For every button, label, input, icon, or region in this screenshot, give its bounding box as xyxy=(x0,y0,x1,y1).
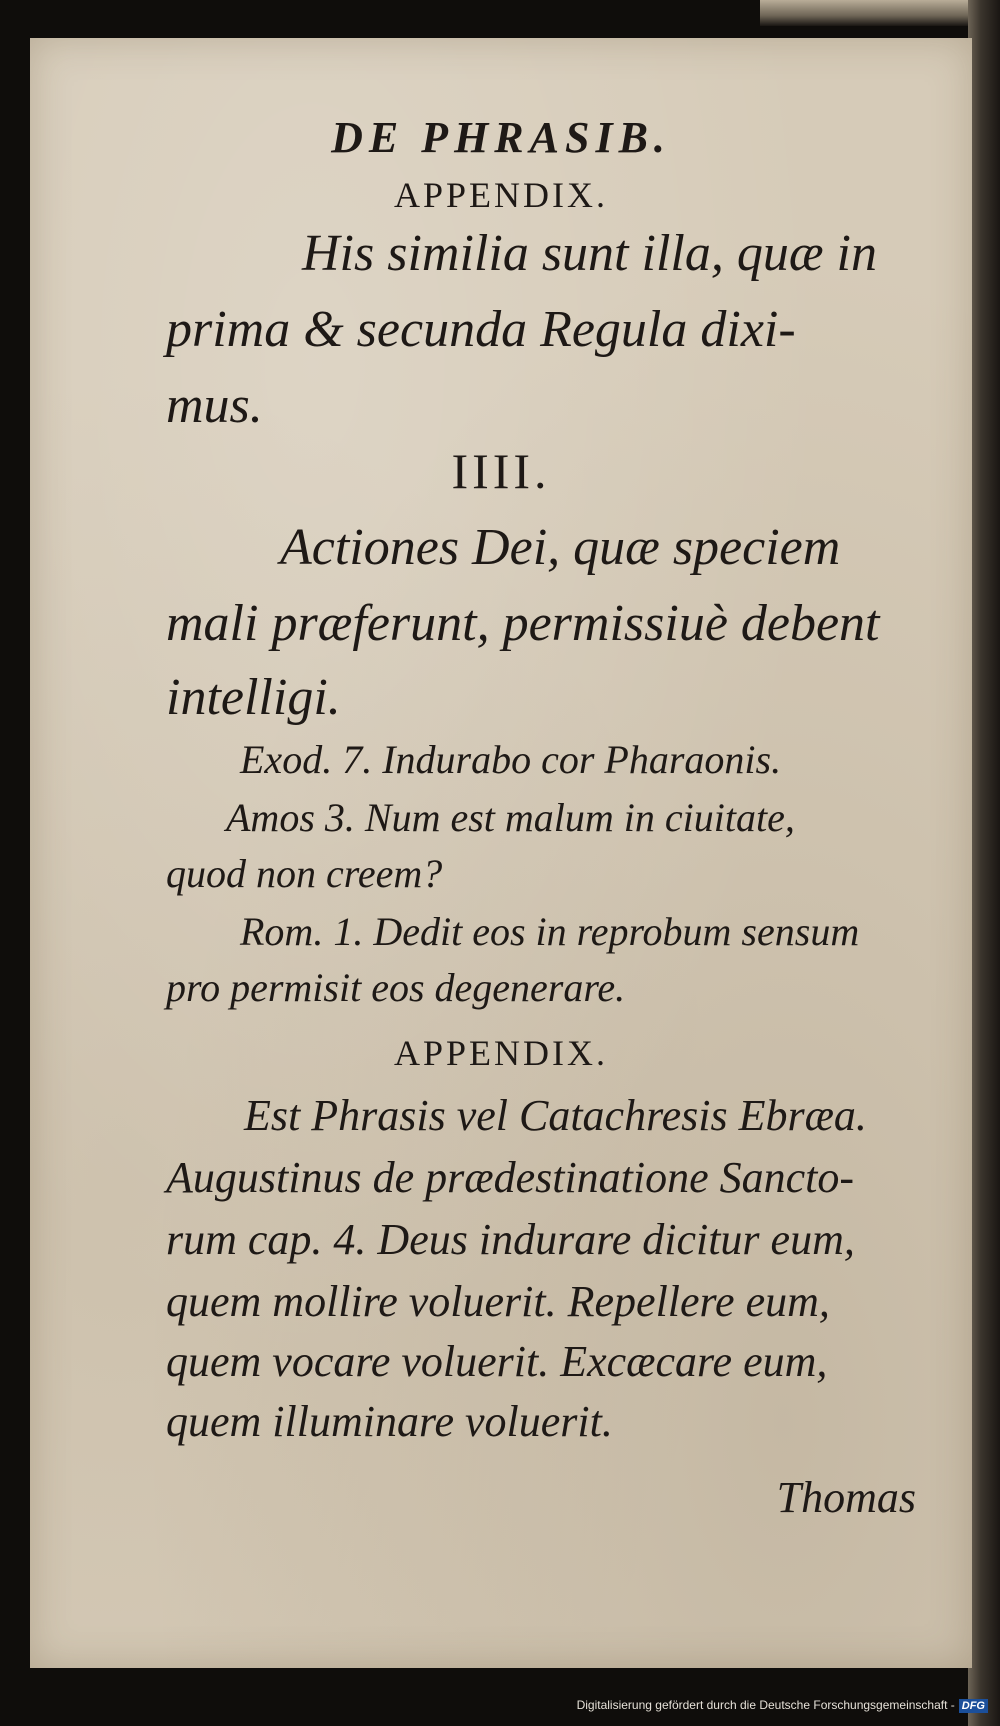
example-rom-cont: pro permisit eos degenerare. xyxy=(166,965,626,1010)
appendix-2-line-4: quem mollire voluerit. Repellere eum, xyxy=(166,1277,830,1326)
appendix-2-line-2: Augustinus de prædestinatione Sancto- xyxy=(166,1153,855,1202)
example-amos-cont: quod non creem? xyxy=(166,851,443,896)
appendix-1-line-1: His similia sunt illa, quæ in xyxy=(302,225,877,282)
book-edge-right xyxy=(968,0,1000,1726)
appendix-2-line-1: Est Phrasis vel Catachresis Ebræa. xyxy=(244,1091,867,1140)
appendix-1-line-3: mus. xyxy=(166,377,263,434)
digitization-footer xyxy=(0,1698,988,1713)
example-amos: Amos 3. Num est malum in ciuitate, xyxy=(226,795,795,840)
rule-numeral: IIII. xyxy=(451,443,551,499)
running-head: DE PHRASIB. xyxy=(331,113,671,162)
example-exod: Exod. 7. Indurabo cor Pharaonis. xyxy=(240,737,782,782)
appendix-2-line-6: quem illuminare voluerit. xyxy=(166,1397,613,1446)
appendix-1-line-2: prima & secunda Regula dixi- xyxy=(166,301,796,358)
appendix-2-line-5: quem vocare voluerit. Excæcare eum, xyxy=(166,1337,828,1386)
appendix-heading-1: APPENDIX. xyxy=(393,175,608,215)
book-edge-top xyxy=(760,0,1000,26)
dfg-logo-badge: DFG xyxy=(959,1699,988,1713)
appendix-heading-2: APPENDIX. xyxy=(393,1033,608,1073)
rule-line-3: intelligi. xyxy=(166,669,341,726)
book-page xyxy=(30,38,972,1668)
catchword: Thomas xyxy=(776,1473,916,1522)
appendix-2-line-3: rum cap. 4. Deus indurare dicitur eum, xyxy=(166,1215,855,1264)
footer-text: Digitalisierung gefördert durch die Deutsche Forschungsgemeinschaft - xyxy=(576,1698,955,1712)
rule-line-2: mali præferunt, permissiuè debent xyxy=(166,595,880,652)
example-rom: Rom. 1. Dedit eos in reprobum sensum xyxy=(240,909,860,954)
rule-line-1: Actiones Dei, quæ speciem xyxy=(280,519,841,576)
